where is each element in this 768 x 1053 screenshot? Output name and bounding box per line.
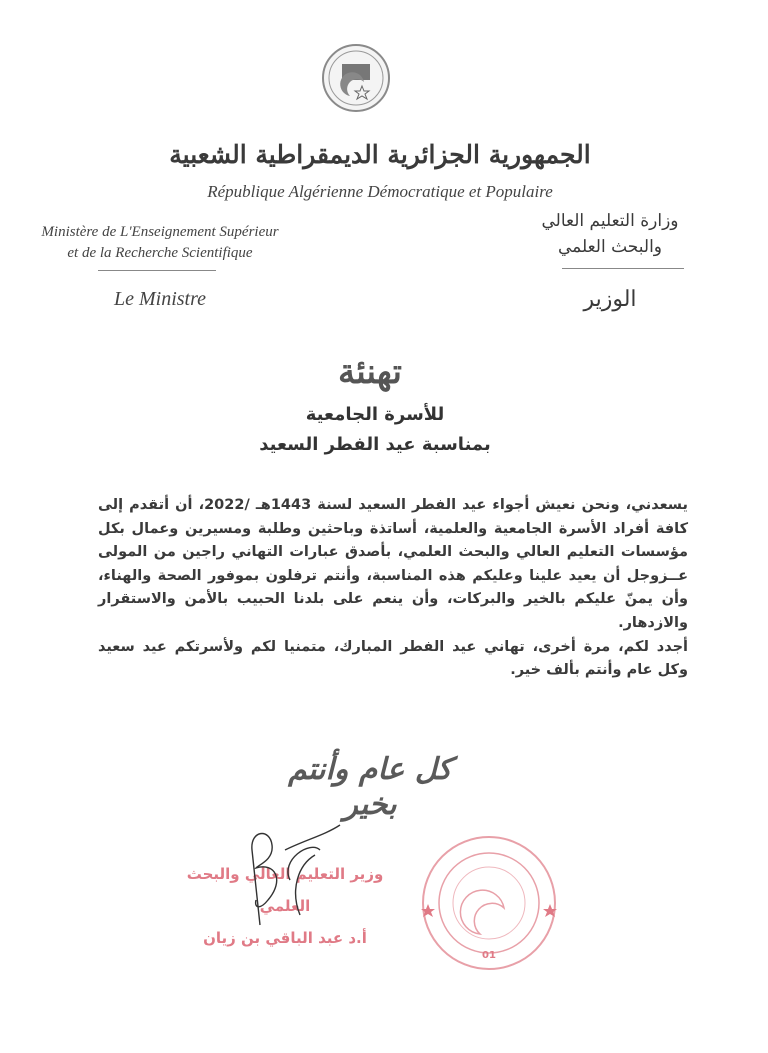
french-ministry-line2: et de la Recherche Scientifique (67, 245, 253, 261)
greeting-title: تهنئة (338, 352, 402, 392)
letter-body (98, 494, 688, 683)
body-paragraph-2: أجدد لكم، مرة أخرى، تهاني عيد الفطر المبارك، متمنيا لكم ولأسرتكم عيد سعيد وكل عام وأنتم بألف خير. (98, 638, 688, 679)
french-minister-label: Le Ministre (113, 288, 207, 310)
arabic-divider (562, 268, 684, 269)
arabic-ministry-line2: والبحث العلمي (557, 237, 663, 257)
state-emblem (322, 44, 390, 112)
closing-calligraphy: كل عام وأنتم بخير (288, 752, 452, 822)
arabic-republic-title: الجمهورية الجزائرية الديمقراطية الشعبية (169, 140, 591, 169)
french-ministry-line1: Ministère de L'Enseignement Supérieur (41, 224, 279, 240)
greeting-subtitle-2: بمناسبة عيد الفطر السعيد (259, 434, 491, 455)
arabic-minister-label: الوزير (583, 287, 637, 312)
french-republic-title: République Algérienne Démocratique et Populaire (207, 182, 553, 201)
signatory-name: أ.د عبد الباقي بن زيان (203, 929, 367, 947)
body-paragraph-1: يسعدني، ونحن نعيش أجواء عيد الفطر السعيد لسنة 1443هـ /2022، أن أتقدم إلى كافة أفراد الأسرة الجامعية والعلمية، أساتذة وباحثين وطلبة ومسيرين وعمال بكل مؤسسات التعليم العالي والبحث العلمي، بأصدق عبارات التهاني راجين من المولى عــزوجل أن يعيد علينا وعليكم هذه المناسبة، وأنتم ترفلون بموفور الصحة والهناء، وأن يمنّ عليكم بالخير والبركات، وأن ينعم على بلدنا الحبيب بالأمن والاستقرار والازدهار. (98, 497, 688, 631)
signatory-title: وزير التعليم العالي والبحث العلمي (186, 865, 384, 915)
arabic-ministry-line1: وزارة التعليم العالي (541, 211, 679, 231)
french-divider (98, 270, 216, 271)
handwritten-signature (230, 820, 350, 930)
emblem-icon (324, 46, 388, 110)
arabic-ministry-name (520, 208, 700, 260)
greeting-subtitle-1: للأسرة الجامعية (305, 404, 445, 425)
french-ministry-name (10, 222, 310, 264)
seal-number: 01 (482, 950, 496, 961)
